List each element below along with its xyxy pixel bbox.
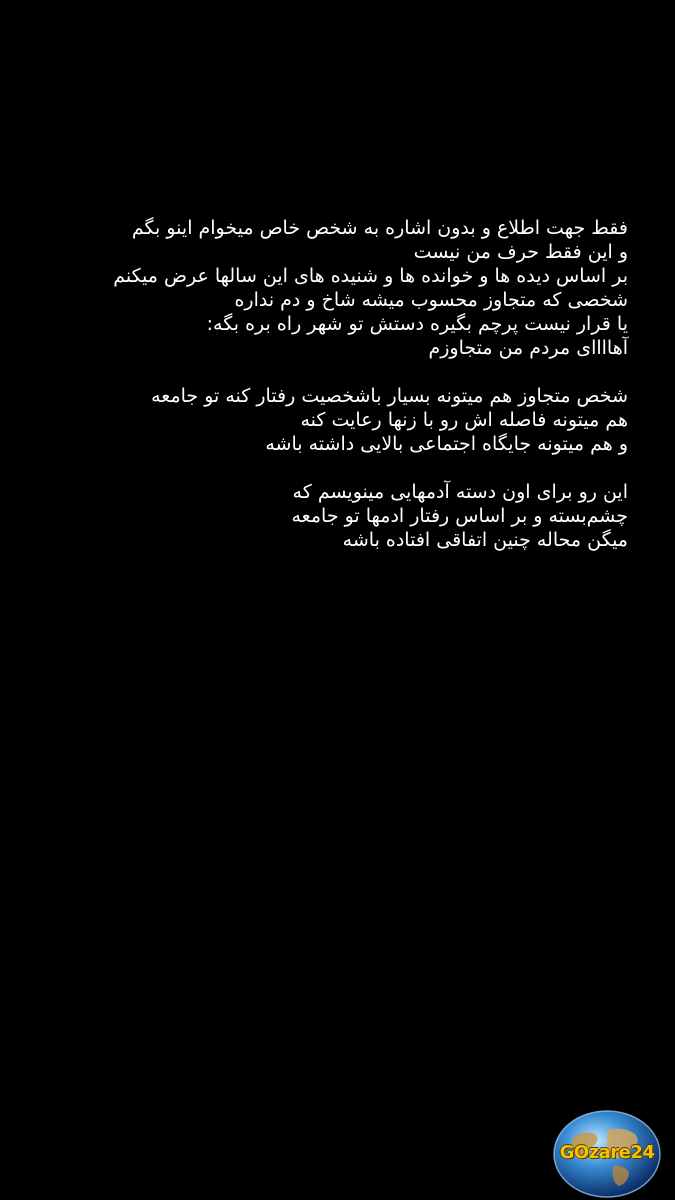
story-paragraph-2 [40,384,628,456]
story-text-block [40,216,628,576]
story-line: هم میتونه فاصله اش رو با زنها رعایت کنه [300,409,628,431]
story-line: این رو برای اون دسته آدمهایی مینویسم که [292,481,628,503]
story-paragraph-3 [40,480,628,552]
story-line: آهاااای مردم من متجاوزم [428,337,628,359]
watermark-logo [551,1108,663,1198]
watermark-text: GOzare24 [559,1142,655,1163]
story-line: شخصی که متجاوز محسوب میشه شاخ و دم نداره [234,289,628,311]
story-line: یا قرار نیست پرچم بگیره دستش تو شهر راه بره بگه: [206,313,628,335]
story-line: و این فقط حرف من نیست [413,241,628,263]
story-line: فقط جهت اطلاع و بدون اشاره به شخص خاص میخوام اینو بگم [131,217,628,239]
story-line: چشم‌بسته و بر اساس رفتار ادمها تو جامعه [291,505,628,527]
story-line: میگن محاله چنین اتفاقی افتاده باشه [342,529,628,551]
story-paragraph-1 [40,216,628,360]
story-line: شخص متجاوز هم میتونه بسیار باشخصیت رفتار کنه تو جامعه [151,385,628,407]
story-line: بر اساس دیده ها و خوانده ها و شنیده های این سالها عرض میکنم [113,265,628,287]
story-line: و هم میتونه جایگاه اجتماعی بالایی داشته باشه [265,433,628,455]
